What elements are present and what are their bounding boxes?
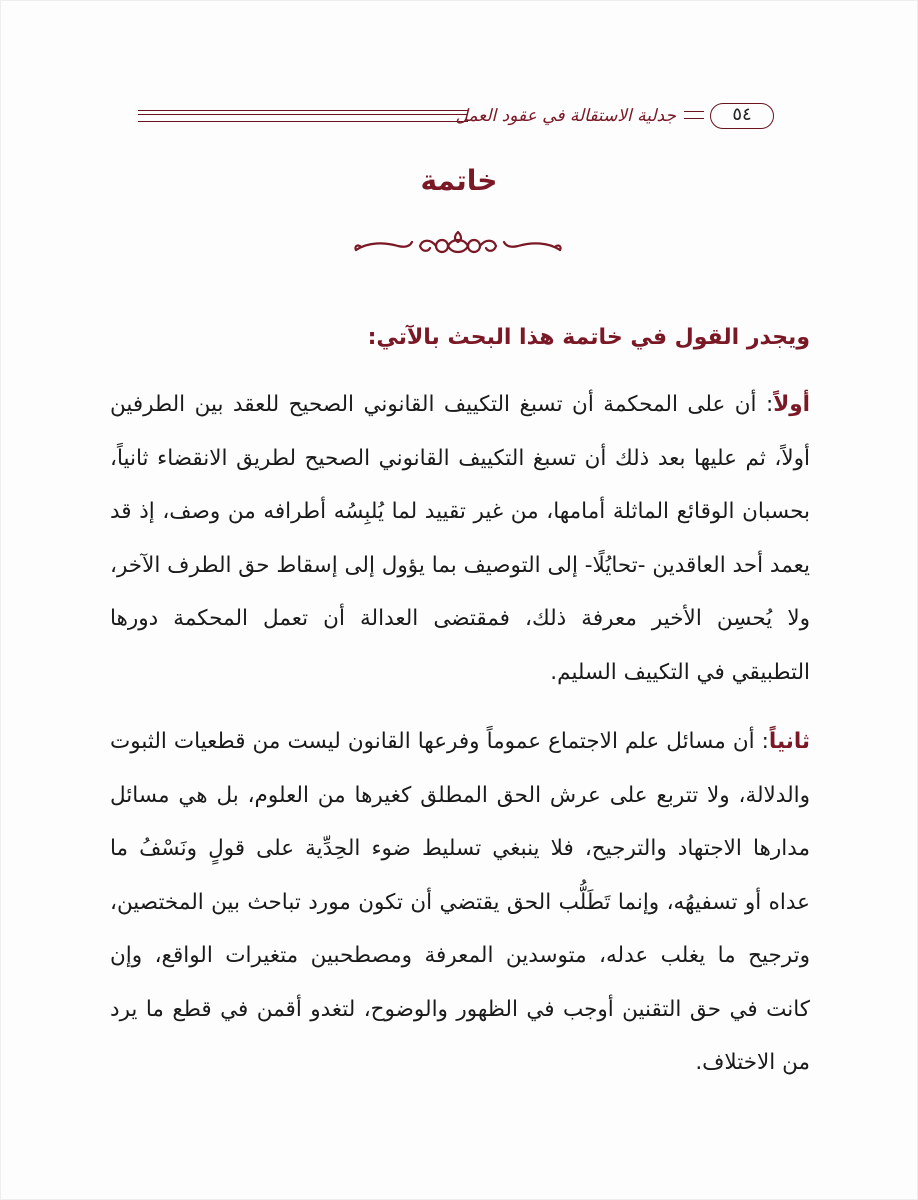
paragraph-first bbox=[110, 378, 810, 699]
intro-line: ويجدر القول في خاتمة هذا البحث بالآتي: bbox=[367, 325, 810, 350]
paragraph-lead: أولاً bbox=[773, 392, 810, 417]
section-title: خاتمة bbox=[420, 164, 498, 197]
paragraph-lead: ثانياً bbox=[768, 729, 810, 754]
paragraph-second bbox=[110, 715, 810, 1090]
page-number: ٥٤ bbox=[710, 103, 774, 129]
header-dash bbox=[684, 111, 704, 119]
paragraph-text: : أن مسائل علم الاجتماع عموماً وفرعها القانون ليست من قطعيات الثبوت والدلالة، ولا تتربع على عرش الحق المطلق كغيرها من العلوم، بل هي مسائل مدارها الاجتهاد والترجيح، فلا ينبغي تسليط ضوء الحِدِّية على قولٍ ونَسْفُ ما عداه أو تسفيهُه، وإنما تَطَلُّب الحق يقتضي أن تكون مورد تباحث بين المختصين، وترجيح ما يغلب عدله، متوسدين المعرفة ومصطحبين متغيرات الواقع، وإن كانت في حق التقنين أوجب في الظهور والوضوح، لتغدو أقمن في قطع ما يرد من الاختلاف. bbox=[110, 729, 810, 1075]
paragraph-text: : أن على المحكمة أن تسبغ التكييف القانوني الصحيح للعقد بين الطرفين أولاً، ثم عليها بعد ذلك أن تسبغ التكييف القانوني الصحيح لطريق الانقضاء ثانياً، بحسبان الوقائع الماثلة أمامها، من غير تقييد لما يُلبِسُه أطرافه من وصف، إذ قد يعمد أحد العاقدين -تحايُلًا- إلى التوصيف بما يؤول إلى إسقاط حق الطرف الآخر، ولا يُحسِن الأخير معرفة ذلك، فمقتضى العدالة أن تعمل المحكمة دورها التطبيقي في التكييف السليم. bbox=[110, 392, 810, 685]
body-text bbox=[110, 300, 810, 1106]
book-title: جدلية الاستقالة في عقود العمل bbox=[455, 106, 676, 126]
header-rule bbox=[138, 110, 468, 122]
ornament-divider-icon bbox=[350, 228, 566, 264]
running-header bbox=[138, 96, 778, 136]
